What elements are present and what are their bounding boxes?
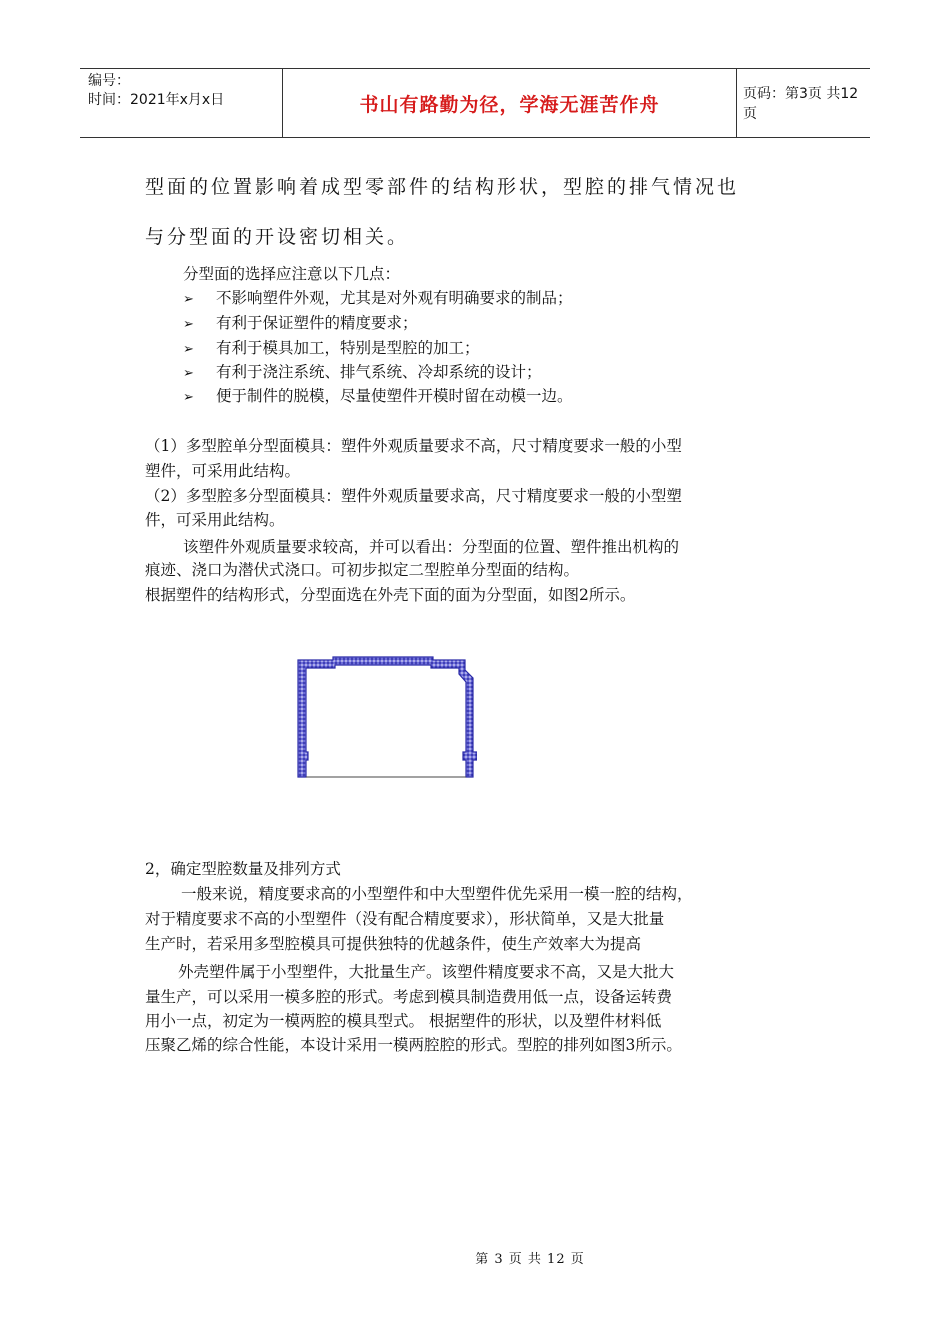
section-2-p1-line-2: 对于精度要求不高的小型塑件（没有配合精度要求），形状简单，又是大批量 xyxy=(145,910,665,928)
list-title: 分型面的选择应注意以下几点： xyxy=(183,265,401,283)
intro-line-1: 型面的位置影响着成型零部件的结构形状，型腔的排气情况也 xyxy=(145,176,740,198)
section-2-p2-line-4: 压聚乙烯的综合性能，本设计采用一模两腔腔的形式。型腔的排列如图3所示。 xyxy=(145,1036,682,1054)
bullet-arrow-icon: ➢ xyxy=(183,366,194,381)
section-2-p1-line-1: 一般来说，精度要求高的小型塑件和中大型塑件优先采用一模一腔的结构， xyxy=(181,885,693,903)
page-footer: 第 3 页 共 12 页 xyxy=(475,1252,585,1267)
section-2-p2-line-1: 外壳塑件属于小型塑件，大批量生产。该塑件精度要求不高，又是大批大 xyxy=(178,963,675,981)
list-item: ➢ 有利于保证塑件的精度要求； xyxy=(183,314,418,332)
option-1-line-2: 塑件，可采用此结构。 xyxy=(145,462,301,480)
section-2-title: 2，确定型腔数量及排列方式 xyxy=(145,860,341,878)
analysis-line-1: 该塑件外观质量要求较高，并可以看出：分型面的位置、塑件推出机构的 xyxy=(183,538,680,556)
intro-line-2: 与分型面的开设密切相关。 xyxy=(145,226,410,248)
section-2-p2-line-3: 用小一点，初定为一模两腔的模具型式。 根据塑件的形状，以及塑件材料低 xyxy=(145,1012,662,1030)
analysis-line-2: 痕迹、浇口为潜伏式浇口。可初步拟定二型腔单分型面的结构。 xyxy=(145,561,580,579)
header-meta xyxy=(80,69,282,137)
document-number-label: 编号： xyxy=(88,73,130,89)
section-2-p1-line-3: 生产时，若采用多型腔模具可提供独特的优越条件，使生产效率大为提高 xyxy=(145,935,642,953)
bullet-arrow-icon: ➢ xyxy=(183,317,194,332)
option-2-line-1: （2）多型腔多分型面模具：塑件外观质量要求高，尺寸精度要求一般的小型塑 xyxy=(145,487,682,505)
part-wall-outline xyxy=(298,657,477,777)
bullet-arrow-icon: ➢ xyxy=(183,390,194,405)
option-1-line-1: （1）多型腔单分型面模具：塑件外观质量要求不高，尺寸精度要求一般的小型 xyxy=(145,437,682,455)
page-header xyxy=(80,68,870,138)
option-2-line-2: 件，可采用此结构。 xyxy=(145,511,285,529)
header-page-info: 页码：第3页 共12页 xyxy=(743,86,859,122)
header-motto: 书山有路勤为径，学海无涯苦作舟 xyxy=(282,69,737,137)
document-time-label: 时间：2021年x月x日 xyxy=(88,92,225,108)
bullet-arrow-icon: ➢ xyxy=(183,292,194,307)
list-item: ➢ 有利于模具加工，特别是型腔的加工； xyxy=(183,339,480,357)
list-item: ➢ 有利于浇注系统、排气系统、冷却系统的设计； xyxy=(183,363,542,381)
bullet-arrow-icon: ➢ xyxy=(183,342,194,357)
list-item: ➢ 不影响塑件外观，尤其是对外观有明确要求的制品； xyxy=(183,289,573,307)
part-cross-section-figure xyxy=(293,652,477,780)
list-item: ➢ 便于制件的脱模，尽量使塑件开模时留在动模一边。 xyxy=(183,387,573,405)
section-2-p2-line-2: 量生产，可以采用一模多腔的形式。考虑到模具制造费用低一点，设备运转费 xyxy=(145,988,673,1006)
parting-surface-line: 根据塑件的结构形式，分型面选在外壳下面的面为分型面，如图2所示。 xyxy=(145,586,636,604)
